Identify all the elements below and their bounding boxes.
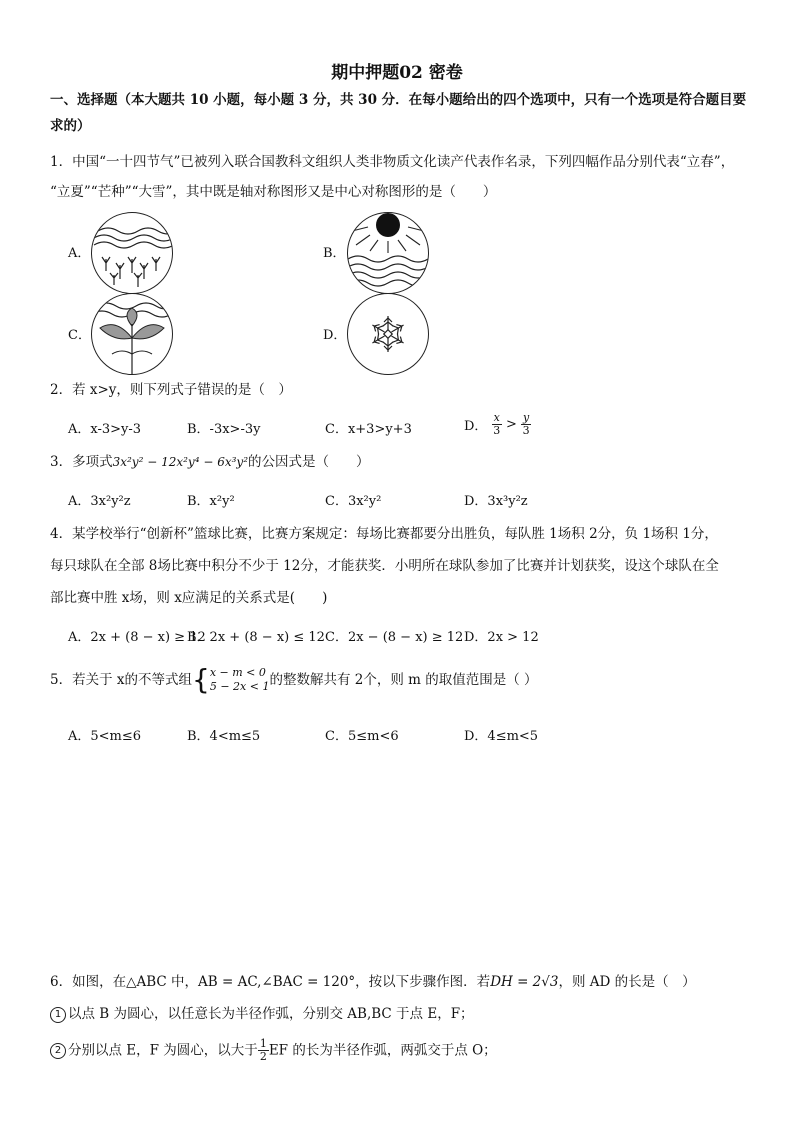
- q6-stem-prefix: 6．如图，在△ABC 中，AB = AC,∠BAC = 120°，按以下步骤作图．若: [50, 974, 491, 990]
- q6-stem: [50, 972, 696, 992]
- q4-option-a[interactable]: A．2x + (8 − x) ≥ 12: [68, 630, 206, 645]
- fraction-denominator: 2: [259, 1050, 267, 1063]
- q4-stem-line1: 4．某学校举行“创新杯”篮球比赛，比赛方案规定：每场比赛都要分出胜负，每队胜 1场积 2分，负 1场积 1分，: [50, 526, 718, 542]
- q4-option-d[interactable]: D．2x > 12: [464, 630, 539, 645]
- fraction-numerator: 1: [259, 1037, 267, 1050]
- q5-option-d[interactable]: D．4≤m<5: [464, 729, 539, 744]
- fraction-denominator: 3: [493, 424, 501, 437]
- step-number-2: 2: [50, 1043, 66, 1059]
- q5-stem-suffix: 的整数解共有 2个，则 m 的取值范围是（ ）: [269, 672, 538, 688]
- q2-option-a[interactable]: A．x-3>y-3: [68, 422, 142, 437]
- inequality-2: 5 − 2x < 1: [209, 680, 270, 693]
- q6-step2: [50, 1038, 497, 1063]
- q6-step1-text: 以点 B 为圆心，以任意长为半径作弧，分别交 AB,BC 于点 E，F；: [68, 1006, 474, 1022]
- q4-option-c[interactable]: C．2x − (8 − x) ≥ 12: [325, 630, 464, 645]
- inequality-system: [210, 666, 270, 694]
- q6-step1: [50, 1004, 474, 1024]
- q3-option-d[interactable]: D．3x³y²z: [464, 494, 528, 509]
- q3-stem-prefix: 3．多项式: [50, 454, 113, 470]
- q1-option-d-label[interactable]: D．: [323, 328, 347, 343]
- relation-sign: >: [505, 417, 517, 432]
- page-title: 期中押题02 密卷: [331, 63, 463, 83]
- fraction-y-over-3: [521, 412, 531, 437]
- rising-sun-icon: [347, 212, 429, 294]
- section-heading-line2: 求的）: [50, 118, 91, 134]
- inequality-1: x − m < 0: [209, 666, 266, 679]
- q2-option-d[interactable]: [464, 412, 531, 437]
- leaf-sprout-icon: [91, 293, 173, 375]
- snowflake-icon: [347, 293, 429, 375]
- q1-option-c-label[interactable]: C．: [68, 328, 91, 343]
- q4-option-b[interactable]: B．2x + (8 − x) ≤ 12: [187, 630, 325, 645]
- q6-stem-math: DH = 2√3: [490, 974, 559, 990]
- q5-option-a[interactable]: A．5<m≤6: [68, 729, 142, 744]
- fraction-numerator: y: [522, 411, 530, 424]
- q5-stem: [50, 663, 538, 696]
- q5-option-c[interactable]: C．5≤m<6: [325, 729, 399, 744]
- q3-option-a[interactable]: A．3x²y²z: [68, 494, 131, 509]
- q2-stem: 2．若 x>y，则下列式子错误的是（ ）: [50, 382, 292, 398]
- q2-option-d-label: D．: [464, 419, 488, 434]
- step-number-1: 1: [50, 1007, 66, 1023]
- q1-stem-line2: “立夏”“芒种”“大雪”，其中既是轴对称图形又是中心对称图形的是（ ）: [50, 184, 497, 200]
- q1-option-a-label[interactable]: A．: [68, 246, 91, 261]
- fraction-denominator: 3: [522, 424, 530, 437]
- q4-stem-line2: 每只球队在全部 8场比赛中积分不少于 12分，才能获奖．小明所在球队参加了比赛并计划获奖，设这个球队在全: [50, 558, 719, 574]
- q3-polynomial: 3x²y² − 12x²y⁴ − 6x³y²: [112, 455, 249, 469]
- q6-stem-suffix: ，则 AD 的长是（ ）: [558, 974, 696, 990]
- q3-option-b[interactable]: B．x²y²: [187, 494, 235, 509]
- brace-icon: {: [192, 663, 210, 696]
- q6-step2-suffix: EF 的长为半径作弧，两弧交于点 O；: [268, 1042, 497, 1059]
- q2-option-b[interactable]: B．-3x>-3y: [187, 422, 261, 437]
- grain-sprouts-icon: [91, 212, 173, 294]
- q1-stem-line1: 1．中国“一十四节气”已被列入联合国教科文组织人类非物质文化读产代表作名录，下列四幅作品分别代表“立春”，: [50, 154, 735, 170]
- q4-stem-line3: 部比赛中胜 x场，则 x应满足的关系式是( ): [50, 590, 328, 606]
- q5-stem-prefix: 5．若关于 x的不等式组: [50, 672, 192, 688]
- q5-option-b[interactable]: B．4<m≤5: [187, 729, 261, 744]
- fraction-one-half: [258, 1038, 269, 1063]
- q3-stem: [50, 452, 370, 472]
- section-heading-line1: 一、选择题（本大题共 10 小题，每小题 3 分，共 30 分．在每小题给出的四个选项中，只有一个选项是符合题目要: [50, 92, 747, 108]
- fraction-numerator: x: [493, 411, 500, 424]
- q6-step2-prefix: 分别以点 E，F 为圆心，以大于: [68, 1042, 258, 1059]
- fraction-x-over-3: [492, 412, 502, 437]
- q2-option-c[interactable]: C．x+3>y+3: [325, 422, 412, 437]
- q3-stem-suffix: 的公因式是（ ）: [248, 454, 370, 470]
- q1-option-b-label[interactable]: B．: [323, 246, 346, 261]
- q3-option-c[interactable]: C．3x²y²: [325, 494, 382, 509]
